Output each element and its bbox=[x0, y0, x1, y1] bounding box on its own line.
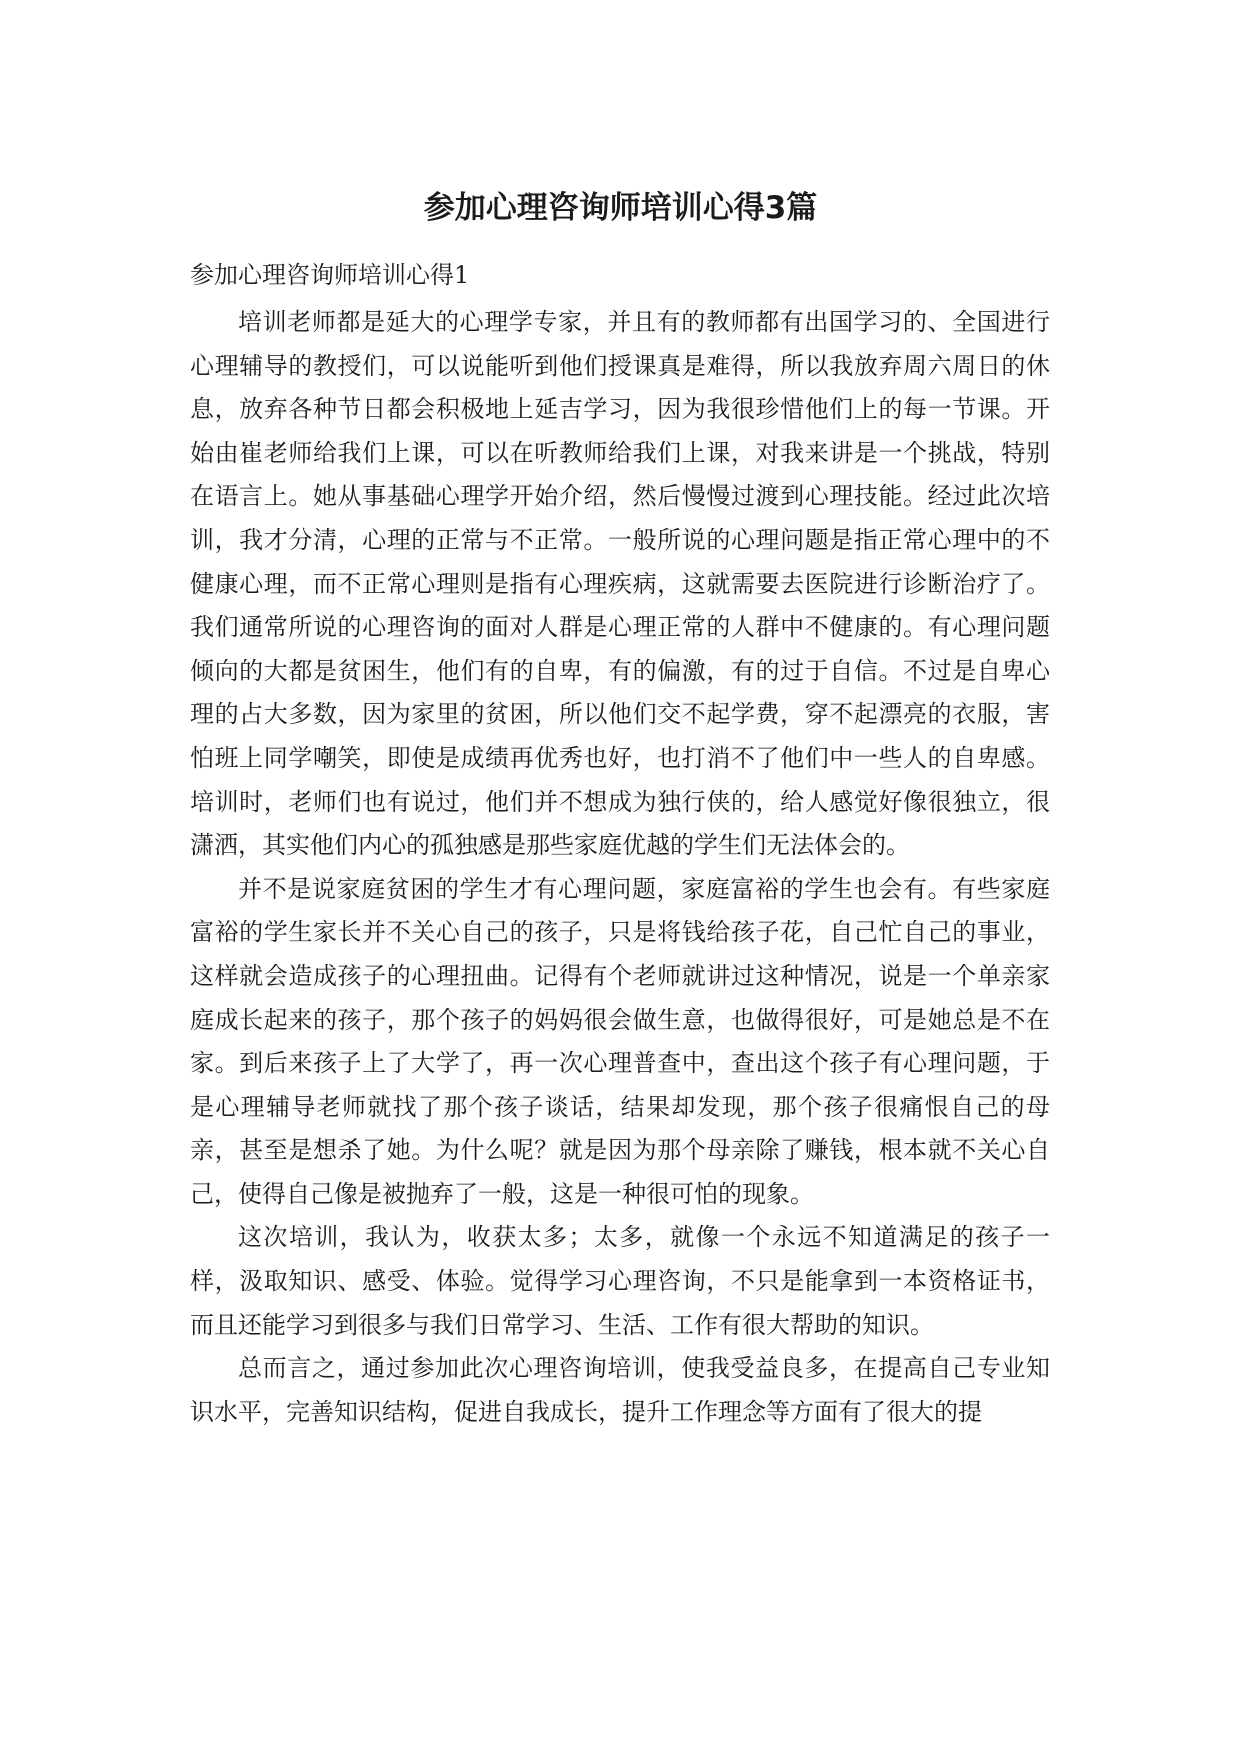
paragraph: 并不是说家庭贫困的学生才有心理问题，家庭富裕的学生也会有。有些家庭富裕的学生家长并不关心自己的孩子，只是将钱给孩子花，自己忙自己的事业，这样就会造成孩子的心理扭曲。记得有个老师就讲过这种情况，说是一个单亲家庭成长起来的孩子，那个孩子的妈妈很会做生意，也做得很好，可是她总是不在家。到后来孩子上了大学了，再一次心理普查中，查出这个孩子有心理问题，于是心理辅导老师就找了那个孩子谈话，结果却发现，那个孩子很痛恨自己的母亲，甚至是想杀了她。为什么呢？就是因为那个母亲除了赚钱，根本就不关心自己，使得自己像是被抛弃了一般，这是一种很可怕的现象。 bbox=[190, 874, 1050, 1208]
paragraph: 总而言之，通过参加此次心理咨询培训，使我受益良多，在提高自己专业知识水平，完善知识结构，促进自我成长，提升工作理念等方面有了很大的提 bbox=[190, 1354, 1050, 1426]
document-title: 参加心理咨询师培训心得3篇 bbox=[423, 190, 818, 226]
paragraph: 培训老师都是延大的心理学专家，并且有的教师都有出国学习的、全国进行心理辅导的教授们，可以说能听到他们授课真是难得，所以我放弃周六周日的休息，放弃各种节日都会积极地上延吉学习，因为我很珍惜他们上的每一节课。开始由崔老师给我们上课，可以在听教师给我们上课，对我来讲是一个挑战，特别在语言上。她从事基础心理学开始介绍，然后慢慢过渡到心理技能。经过此次培训，我才分清，心理的正常与不正常。一般所说的心理问题是指正常心理中的不健康心理，而不正常心理则是指有心理疾病，这就需要去医院进行诊断治疗了。我们通常所说的心理咨询的面对人群是心理正常的人群中不健康的。有心理问题倾向的大都是贫困生，他们有的自卑，有的偏激，有的过于自信。不过是自卑心理的占大多数，因为家里的贫困，所以他们交不起学费，穿不起漂亮的衣服，害怕班上同学嘲笑，即使是成绩再优秀也好，也打消不了他们中一些人的自卑感。培训时，老师们也有说过，他们并不想成为独行侠的，给人感觉好像很独立，很潇洒，其实他们内心的孤独感是那些家庭优越的学生们无法体会的。 bbox=[190, 308, 1050, 860]
paragraph: 这次培训，我认为，收获太多；太多，就像一个永远不知道满足的孩子一样，汲取知识、感受、体验。觉得学习心理咨询，不只是能拿到一本资格证书，而且还能学习到很多与我们日常学习、生活、工作有很大帮助的知识。 bbox=[190, 1223, 1050, 1339]
section-heading: 参加心理咨询师培训心得1 bbox=[190, 261, 470, 289]
document-body bbox=[190, 301, 1050, 1434]
